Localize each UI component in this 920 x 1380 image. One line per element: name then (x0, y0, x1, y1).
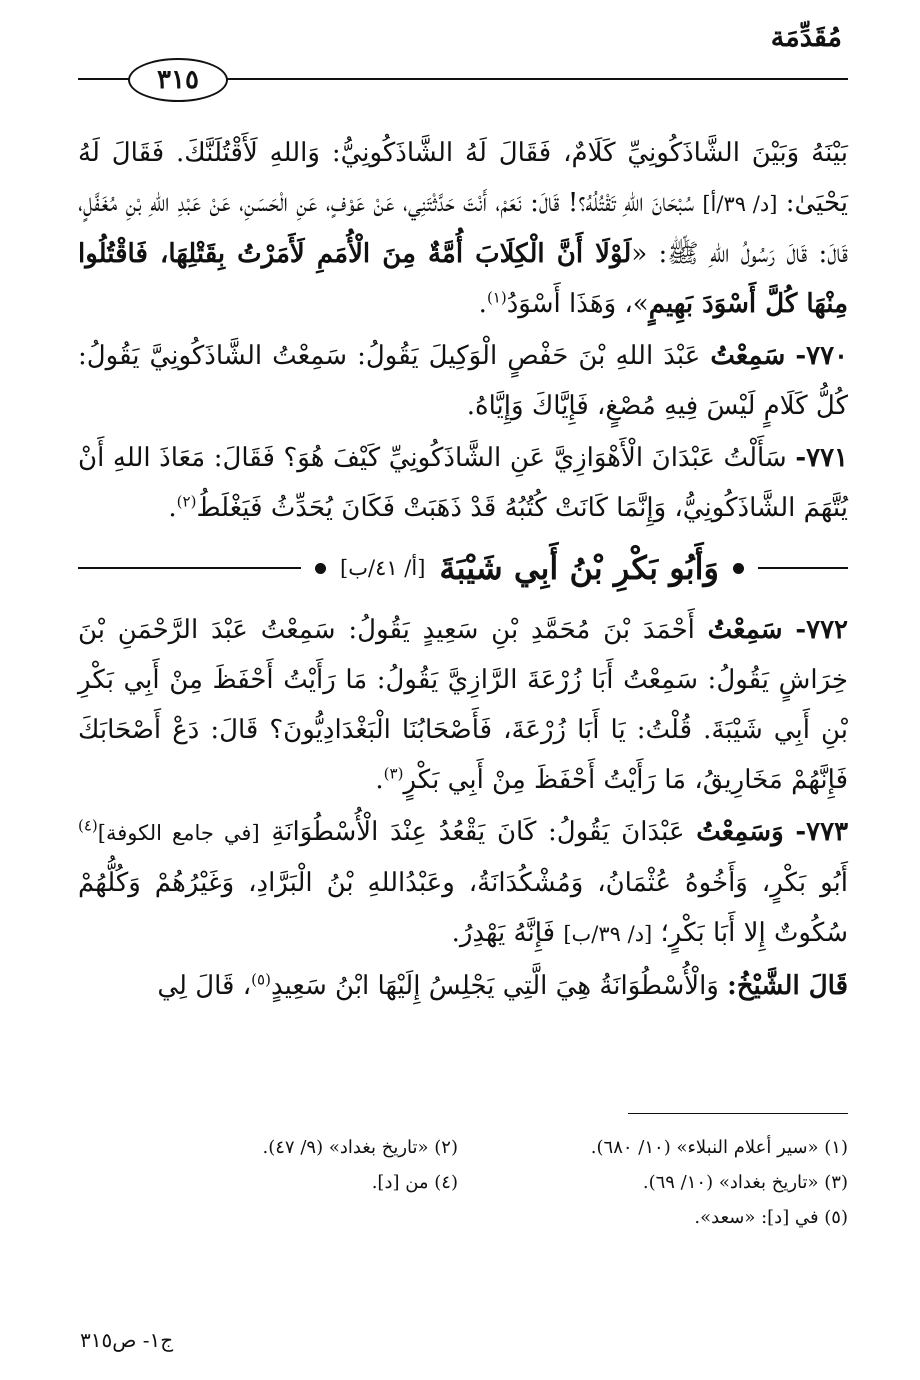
text-run: أَبُو بَكْرٍ، وَأَخُوهُ عُثْمَانُ، وَمُشْكُدَانَةُ، وعَبْدُاللهِ بْنُ الْبَرَّادِ، وَغَيْرُهُمْ وَكُلُّهُمْ سُكُوتٌ إِلا أَبَا بَكْرٍ؛ (78, 868, 848, 948)
footnote-5: (٥) في [د]: «سعد». (694, 1207, 848, 1228)
section-heading (78, 537, 848, 599)
text-run: . (478, 289, 487, 319)
footnote-marker[interactable]: (١) (486, 288, 507, 307)
text-run: سُبْحَانَ اللهِ تَقْتُلُهُ؟! قَالَ: نَعَمْ، أَنْتَ حَدَّثْتَنِي، عَنْ عَوْفٍ، عَنِ الْحَسَنِ، عَنْ عَبْدِ اللهِ بْنِ مُغَفَّلٍ، قَالَ: قَالَ رَسُولُ اللهِ ﷺ: « (78, 188, 848, 269)
footnote-marker[interactable]: (٣) (383, 764, 404, 783)
report-771 (78, 433, 848, 533)
report-number: ٧٧٠- (795, 341, 849, 371)
footnote-2: (٢) «تاريخ بغداد» (٩/ ٤٧). (262, 1137, 458, 1158)
main-text (78, 128, 848, 1013)
page-number: ٣١٥ (157, 65, 199, 95)
manuscript-ref: [د/ ٣٩/أ] (702, 192, 778, 216)
report-773 (78, 807, 848, 959)
footnote-row (68, 1130, 848, 1165)
report-number: ٧٧١- (795, 443, 849, 473)
bullet-icon (315, 563, 326, 574)
hadith-text: لَوْلَا أَنَّ الْكِلَابَ أُمَّةٌ مِنَ الْأُمَمِ لَأَمَرْتُ بِقَتْلِهَا، فَاقْتُلُوا مِنْهَا كُلَّ أَسْوَدَ بَهِيمٍ (78, 239, 848, 319)
manuscript-ref: [أ/ ٤١/ب] (340, 556, 426, 580)
report-772 (78, 605, 848, 805)
text-run: . (168, 493, 177, 523)
text-run: . (375, 765, 384, 795)
footnote-rule (628, 1113, 848, 1114)
editorial-insert: [في جامع الكوفة] (97, 821, 260, 845)
running-title: مُقَدِّمَة (770, 22, 842, 53)
report-770 (78, 331, 848, 431)
footnote-marker[interactable]: (٤) (78, 816, 98, 835)
shaykh-note (78, 961, 848, 1011)
page-number-badge (128, 58, 228, 102)
lead-word: سَمِعْتُ (710, 341, 786, 371)
footnotes (68, 1130, 848, 1235)
text-run: فَإِنَّهُ يَهْدِرُ. (451, 918, 556, 948)
heading-rule (758, 567, 848, 569)
footnote-row (68, 1200, 848, 1235)
footnote-marker[interactable]: (٥) (251, 970, 271, 989)
text-run: »، وَهَذَا أَسْوَدُ (506, 289, 649, 319)
footnote-4: (٤) من [د]. (371, 1172, 458, 1193)
manuscript-ref: [د/ ٣٩/ب] (563, 922, 653, 946)
text-run: وَالْأُسْطُوَانَةُ هِيَ الَّتِي يَجْلِسُ إِلَيْهَا ابْنُ سَعِيدٍ (270, 971, 719, 1001)
footnote-row (68, 1165, 848, 1200)
lead-word: سَمِعْتُ (707, 615, 783, 645)
text-run: بَيْنَهُ وَبَيْنَ الشَّاذَكُونِيِّ كَلَامٌ، فَقَالَ لَهُ الشَّاذَكُونِيُّ: وَاللهِ لَأَقْتُلَنَّكَ. فَقَالَ لَهُ يَحْيَىٰ: (78, 138, 849, 218)
text-run: أَحْمَدَ بْنَ مُحَمَّدِ بْنِ سَعِيدٍ يَقُولُ: سَمِعْتُ عَبْدَ الرَّحْمَنِ بْنَ خِرَاشٍ يَقُولُ: سَمِعْتُ أَبَا زُرْعَةَ الرَّازِيَّ يَقُولُ: مَا رَأَيْتُ أَحْفَظَ مِنْ أَبِي بَكْرِ بْنِ أَبِي شَيْبَةَ. قُلْتُ: يَا أَبَا زُرْعَةَ، فَأَصْحَابُنَا الْبَغْدَادِيُّونَ؟ قَالَ: دَعْ أَصْحَابَكَ فَإِنَّهُمْ مَخَارِيقُ، مَا رَأَيْتُ أَحْفَظَ مِنْ أَبِي بَكْرٍ (78, 615, 848, 795)
lead-word: قَالَ الشَّيْخُ: (727, 971, 848, 1001)
volume-page-footer: ج١- ص٣١٥ (80, 1328, 174, 1352)
report-number: ٧٧٢- (795, 615, 849, 645)
bullet-icon (733, 563, 744, 574)
text-run: ، قَالَ لِي (157, 971, 252, 1001)
footnote-marker[interactable]: (٢) (176, 492, 197, 511)
lead-word: وَسَمِعْتُ (696, 817, 784, 847)
footnote-3: (٣) «تاريخ بغداد» (١٠/ ٦٩). (642, 1172, 848, 1193)
footnote-1: (١) «سير أعلام النبلاء» (١٠/ ٦٨٠). (590, 1137, 848, 1158)
section-title: وَأَبُو بَكْرِ بْنُ أَبِي شَيْبَةَ (439, 549, 719, 587)
text-run: عَبْدَانَ يَقُولُ: كَانَ يَقْعُدُ عِنْدَ الْأُسْطُوَانَةِ (271, 817, 685, 847)
text-run: عَبْدَ اللهِ بْنَ حَفْصٍ الْوَكِيلَ يَقُولُ: سَمِعْتُ الشَّاذَكُونِيَّ يَقُولُ: كُلُّ كَلَامٍ لَيْسَ فِيهِ مُصْغٍ، فَإِيَّاكَ وَإِيَّاهُ. (78, 341, 848, 421)
heading-rule (78, 567, 301, 569)
text-run: سَأَلْتُ عَبْدَانَ الْأَهْوَازِيَّ عَنِ الشَّاذَكُونِيِّ كَيْفَ هُوَ؟ فَقَالَ: مَعَاذَ اللهِ أَنْ يُتَّهَمَ الشَّاذَكُونِيُّ، وَإِنَّمَا كَانَتْ كُتُبُهُ قَدْ ذَهَبَتْ فَكَانَ يُحَدِّثُ فَيَغْلَطُ (78, 443, 848, 523)
report-number: ٧٧٣- (795, 817, 849, 847)
paragraph-continuation (78, 128, 848, 329)
